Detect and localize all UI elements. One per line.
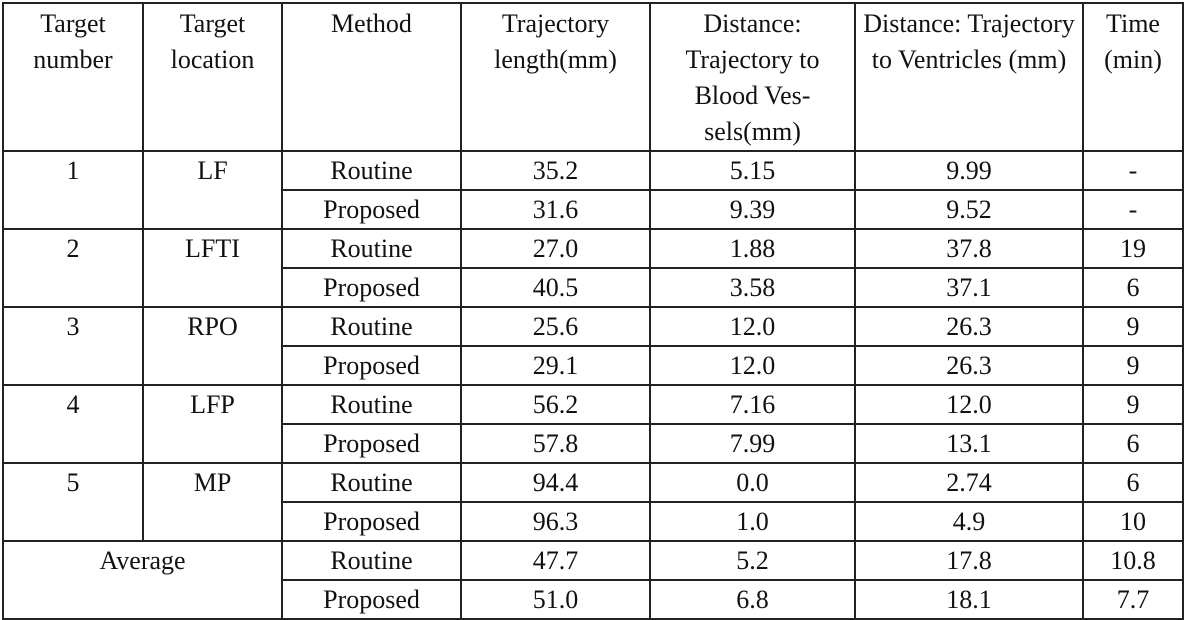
time-cell: 9 — [1083, 346, 1183, 385]
header-target-number: Target number — [3, 3, 143, 151]
method-cell: Proposed — [282, 502, 461, 541]
distance-ventricles-cell: 9.52 — [855, 190, 1083, 229]
trajectory-length-cell: 47.7 — [461, 541, 650, 580]
trajectory-length-cell: 56.2 — [461, 385, 650, 424]
method-cell: Proposed — [282, 268, 461, 307]
trajectory-length-cell: 35.2 — [461, 151, 650, 190]
method-cell: Proposed — [282, 580, 461, 619]
target-location-cell: RPO — [143, 307, 282, 385]
distance-ventricles-cell: 9.99 — [855, 151, 1083, 190]
distance-vessels-cell: 7.16 — [650, 385, 855, 424]
distance-ventricles-cell: 17.8 — [855, 541, 1083, 580]
target-number-cell: 5 — [3, 463, 143, 541]
time-cell: 9 — [1083, 307, 1183, 346]
header-distance-ventricles: Distance: Trajectory to Ventricles (mm) — [855, 3, 1083, 151]
method-cell: Routine — [282, 463, 461, 502]
time-cell: 19 — [1083, 229, 1183, 268]
table-row — [3, 229, 1183, 268]
time-cell: 10.8 — [1083, 541, 1183, 580]
distance-ventricles-cell: 37.8 — [855, 229, 1083, 268]
distance-vessels-cell: 3.58 — [650, 268, 855, 307]
header-row — [3, 3, 1183, 151]
distance-vessels-cell: 5.2 — [650, 541, 855, 580]
method-cell: Routine — [282, 385, 461, 424]
trajectory-length-cell: 96.3 — [461, 502, 650, 541]
distance-ventricles-cell: 18.1 — [855, 580, 1083, 619]
results-table — [2, 2, 1184, 620]
target-number-cell: 4 — [3, 385, 143, 463]
method-cell: Proposed — [282, 346, 461, 385]
header-distance-blood-vessels: Distance: Trajectory to Blood Ves-sels(mm) — [650, 3, 855, 151]
table-row — [3, 463, 1183, 502]
distance-vessels-cell: 7.99 — [650, 424, 855, 463]
trajectory-length-cell: 51.0 — [461, 580, 650, 619]
trajectory-length-cell: 40.5 — [461, 268, 650, 307]
target-location-cell: LF — [143, 151, 282, 229]
target-location-cell: LFP — [143, 385, 282, 463]
distance-ventricles-cell: 26.3 — [855, 307, 1083, 346]
target-number-cell: 3 — [3, 307, 143, 385]
average-row — [3, 541, 1183, 580]
target-number-cell: 1 — [3, 151, 143, 229]
method-cell: Routine — [282, 541, 461, 580]
trajectory-length-cell: 25.6 — [461, 307, 650, 346]
time-cell: 7.7 — [1083, 580, 1183, 619]
time-cell: 9 — [1083, 385, 1183, 424]
method-cell: Routine — [282, 151, 461, 190]
method-cell: Proposed — [282, 190, 461, 229]
distance-vessels-cell: 5.15 — [650, 151, 855, 190]
distance-vessels-cell: 12.0 — [650, 307, 855, 346]
header-target-location: Target location — [143, 3, 282, 151]
time-cell: 6 — [1083, 268, 1183, 307]
table-row — [3, 151, 1183, 190]
distance-ventricles-cell: 37.1 — [855, 268, 1083, 307]
method-cell: Proposed — [282, 424, 461, 463]
distance-vessels-cell: 9.39 — [650, 190, 855, 229]
distance-vessels-cell: 1.0 — [650, 502, 855, 541]
time-cell: - — [1083, 151, 1183, 190]
distance-vessels-cell: 1.88 — [650, 229, 855, 268]
trajectory-length-cell: 57.8 — [461, 424, 650, 463]
time-cell: 10 — [1083, 502, 1183, 541]
trajectory-length-cell: 27.0 — [461, 229, 650, 268]
trajectory-length-cell: 29.1 — [461, 346, 650, 385]
target-location-cell: LFTI — [143, 229, 282, 307]
distance-ventricles-cell: 4.9 — [855, 502, 1083, 541]
trajectory-length-cell: 94.4 — [461, 463, 650, 502]
distance-vessels-cell: 12.0 — [650, 346, 855, 385]
table-row — [3, 307, 1183, 346]
target-location-cell: MP — [143, 463, 282, 541]
average-label-cell: Average — [3, 541, 282, 619]
time-cell: 6 — [1083, 463, 1183, 502]
distance-ventricles-cell: 13.1 — [855, 424, 1083, 463]
method-cell: Routine — [282, 229, 461, 268]
header-trajectory-length: Trajectory length(mm) — [461, 3, 650, 151]
distance-ventricles-cell: 26.3 — [855, 346, 1083, 385]
distance-vessels-cell: 6.8 — [650, 580, 855, 619]
table-header — [3, 3, 1183, 151]
distance-ventricles-cell: 12.0 — [855, 385, 1083, 424]
distance-vessels-cell: 0.0 — [650, 463, 855, 502]
target-number-cell: 2 — [3, 229, 143, 307]
header-time: Time (min) — [1083, 3, 1183, 151]
time-cell: - — [1083, 190, 1183, 229]
table-body — [3, 151, 1183, 619]
trajectory-length-cell: 31.6 — [461, 190, 650, 229]
time-cell: 6 — [1083, 424, 1183, 463]
distance-ventricles-cell: 2.74 — [855, 463, 1083, 502]
table-row — [3, 385, 1183, 424]
method-cell: Routine — [282, 307, 461, 346]
header-method: Method — [282, 3, 461, 151]
